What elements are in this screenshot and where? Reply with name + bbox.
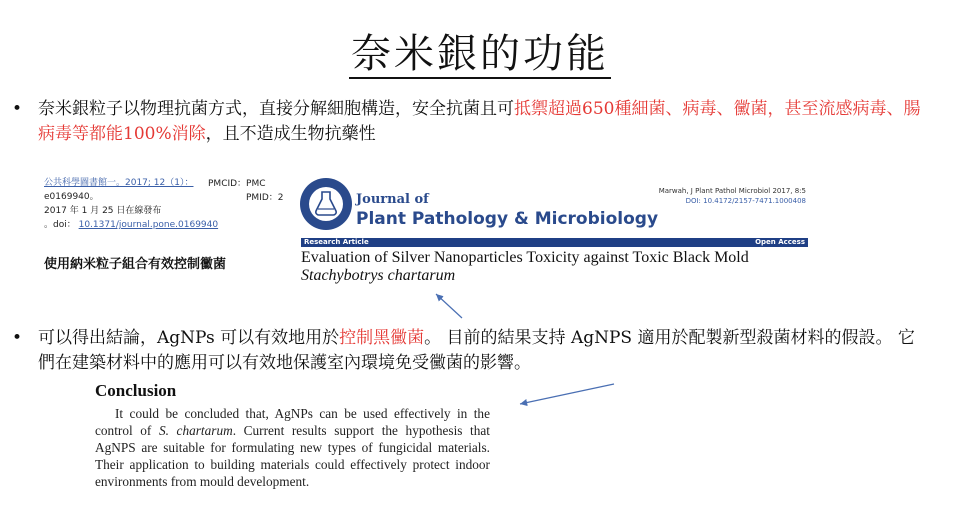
citation-block: 公共科學圖書館一。2017; 12（1）： e0169940。 2017 年 1 月 25 日在線發布 。doi： 10.1371/journal.pone.0169940 <box>44 178 219 230</box>
pmid: PMID：2 <box>246 193 284 203</box>
citation-title: 使用納米粒子組合有效控制黴菌 <box>44 257 227 272</box>
journal-reference: Marwah, J Plant Pathol Microbiol 2017, 8:5 DOI: 10.4172/2157-7471.1000408 <box>658 187 806 205</box>
slide-title: 奈米銀的功能 <box>351 31 609 77</box>
paper-title: Evaluation of Silver Nanoparticles Toxicity against Toxic Black Mold Stachybotrys chartarum <box>301 249 749 284</box>
bullet-marker: • <box>12 99 23 119</box>
journal-name: Plant Pathology & Microbiology <box>356 209 659 229</box>
citation-journal-link[interactable]: 公共科學圖書館一。2017; 12（1）： <box>44 178 194 188</box>
arrow-to-paper <box>436 294 462 318</box>
bullet-1-text: 奈米銀粒子以物理抗菌方式，直接分解細胞構造，安全抗菌且可抵禦超過650種細菌、病毒、黴菌，甚至流感病毒、腸病毒等都能100%消除，且不造成生物抗藥性 <box>38 99 921 144</box>
bullet-2-text: 可以得出結論，AgNPs 可以有效地用於控制黑黴菌。 目前的結果支持 AgNPS 適用於配製新型殺菌材料的假設。 它們在建築材料中的應用可以有效地保護室內環境免受黴菌的影響。 <box>38 328 915 373</box>
highlight-text: 控制黑黴菌 <box>339 328 425 348</box>
arrow-to-conclusion <box>520 384 614 404</box>
bullet-marker: • <box>12 328 23 348</box>
article-type-bar: Research Article Open Access <box>301 238 808 247</box>
highlight-text: 抵禦超過650種細菌、病毒、黴菌，甚至流感病毒、腸病毒等都能100%消除 <box>38 99 921 144</box>
conclusion-heading: Conclusion <box>95 381 177 400</box>
journal-of: Journal of <box>356 192 429 207</box>
doi-link[interactable]: 10.1371/journal.pone.0169940 <box>78 220 219 230</box>
conclusion-text: It could be concluded that, AgNPs can be used effectively in the control of S. chartarum. Current results support the hypothesis that AgNPS are suitable for formulating new types of fungicidal materials. Their application to building materials could effectively protect indoor environments from mould development. <box>95 406 490 489</box>
pmcid: PMCID：PMC <box>208 179 266 189</box>
